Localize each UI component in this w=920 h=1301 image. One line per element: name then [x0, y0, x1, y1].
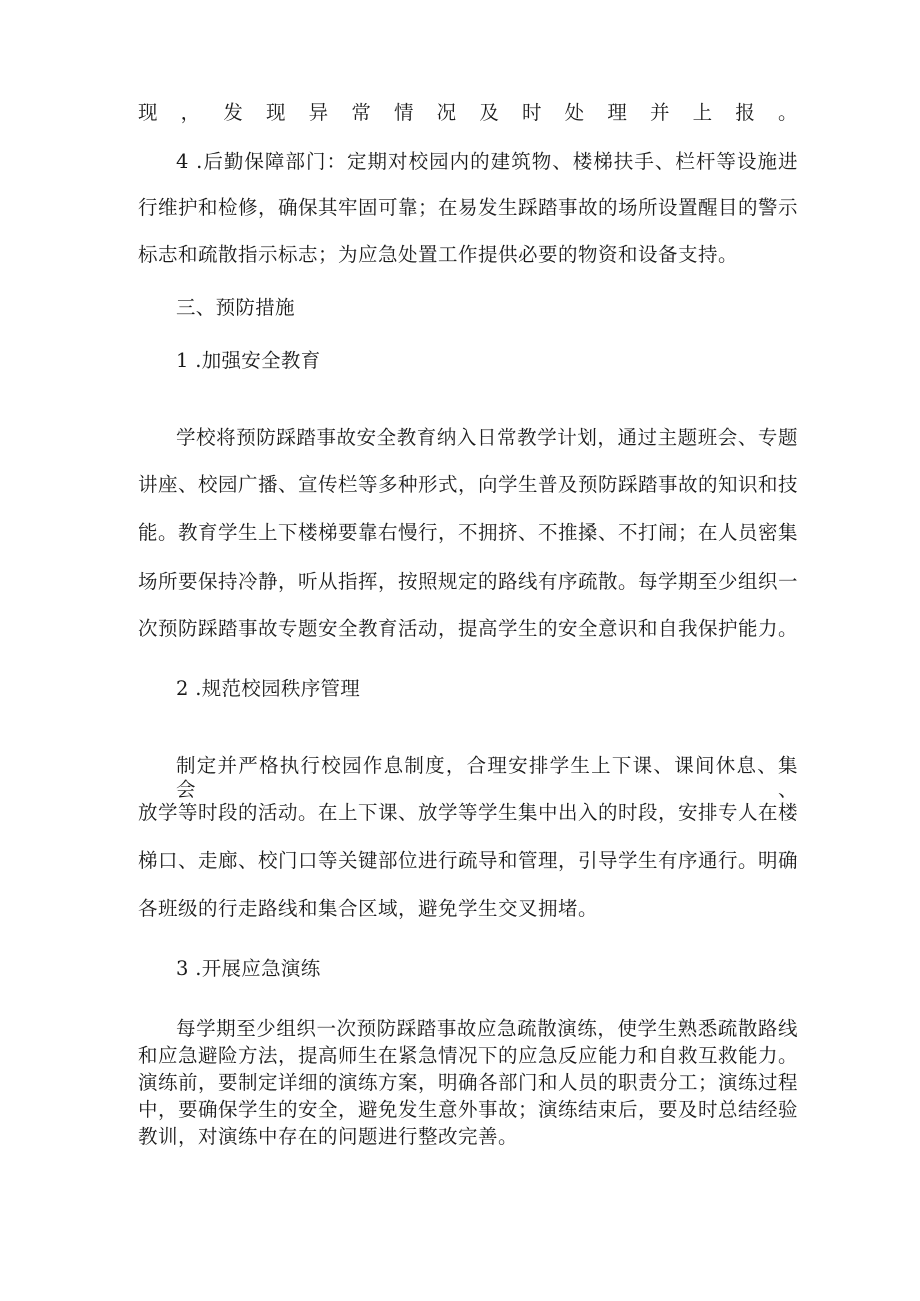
paragraph-line: 教训，对演练中存在的问题进行整改完善。: [138, 1125, 519, 1148]
paragraph-line: 行维护和检修，确保其牢固可靠；在易发生踩踏事故的场所设置醒目的警示: [138, 196, 799, 219]
paragraph-line: 梯口、走廊、校门口等关键部位进行疏导和管理，引导学生有序通行。明确: [138, 849, 799, 872]
subsection-heading: 1 .加强安全教育: [176, 349, 321, 372]
paragraph-line: 次预防踩踏事故专题安全教育活动，提高学生的安全意识和自我保护能力。: [138, 617, 799, 640]
paragraph-line: 标志和疏散指示标志；为应急处置工作提供必要的物资和设备支持。: [138, 243, 739, 266]
subsection-heading: 3 .开展应急演练: [176, 957, 321, 980]
paragraph-line: 4 .后勤保障部门：定期对校园内的建筑物、楼梯扶手、栏杆等设施进: [176, 150, 798, 173]
section-heading: 三、预防措施: [176, 296, 295, 319]
paragraph-line: 现，发现异常情况及时处理并上报。: [138, 101, 798, 124]
paragraph-line: 场所要保持冷静，听从指挥，按照规定的路线有序疏散。每学期至少组织一: [138, 570, 799, 593]
paragraph-line: 演练前，要制定详细的演练方案，明确各部门和人员的职责分工；演练过程: [138, 1071, 799, 1094]
paragraph-line: 每学期至少组织一次预防踩踏事故应急疏散演练，使学生熟悉疏散路线: [176, 1017, 798, 1040]
paragraph-line: 各班级的行走路线和集合区域，避免学生交叉拥堵。: [138, 897, 599, 920]
paragraph-line: 中，要确保学生的安全，避免发生意外事故；演练结束后，要及时总结经验: [138, 1098, 799, 1121]
paragraph-line: 学校将预防踩踏事故安全教育纳入日常教学计划，通过主题班会、专题: [176, 426, 798, 449]
subsection-heading: 2 .规范校园秩序管理: [176, 677, 361, 700]
paragraph-line: 放学等时段的活动。在上下课、放学等学生集中出入的时段，安排专人在楼: [138, 801, 799, 824]
paragraph-line: 制定并严格执行校园作息制度，合理安排学生上下课、课间休息、集会、: [176, 754, 798, 801]
paragraph-line: 能。教育学生上下楼梯要靠右慢行，不拥挤、不推搡、不打闹；在人员密集: [138, 521, 799, 544]
paragraph-line: 和应急避险方法，提高师生在紧急情况下的应急反应能力和自救互救能力。: [138, 1044, 799, 1067]
paragraph-line: 讲座、校园广播、宣传栏等多种形式，向学生普及预防踩踏事故的知识和技: [138, 473, 799, 496]
